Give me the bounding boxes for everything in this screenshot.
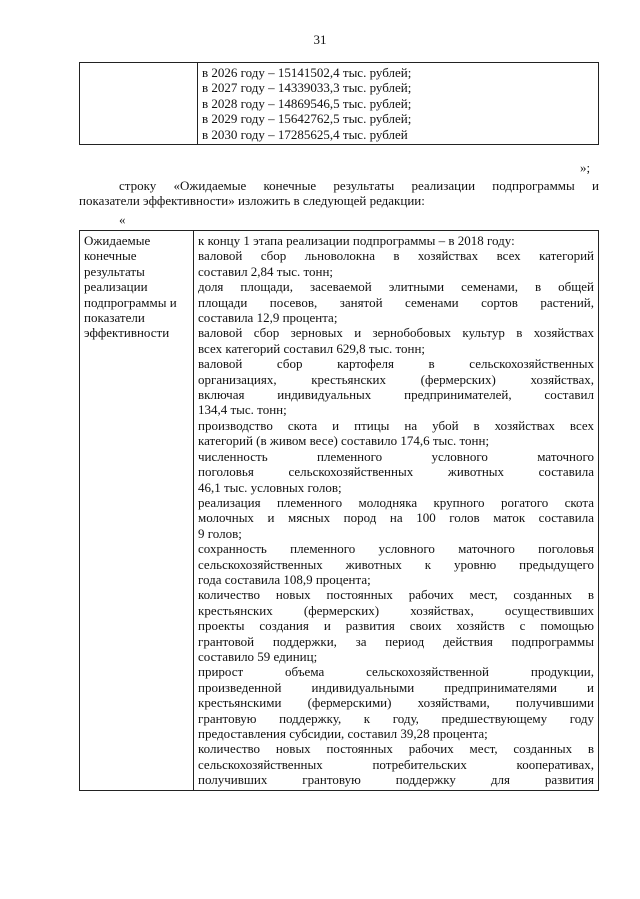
value-cell: [198, 63, 599, 145]
value-line: прирост объема сельскохозяйственной продукции,: [198, 664, 594, 680]
table-row: [80, 231, 599, 791]
value-line: производство скота и птицы на убой в хозяйствах всех: [198, 417, 594, 433]
label-line: показатели: [84, 310, 145, 326]
value-line: численность племенного условного маточного: [198, 448, 594, 464]
value-line: категорий (в живом весе) составило 174,6 тыс. тонн;: [198, 433, 490, 449]
value-line: грантовой поддержки, за период действия подпрограммы: [198, 633, 594, 649]
value-line: площади посевов, занятой семенами сортов растений,: [198, 294, 594, 310]
value-line: года составила 108,9 процента;: [198, 571, 371, 587]
value-line: реализация племенного молодняка крупного рогатого скота: [198, 494, 594, 510]
value-line: 134,4 тыс. тонн;: [198, 402, 287, 418]
label-cell: [80, 231, 194, 791]
value-line: доля площади, засеваемой элитными семенами, в общей: [198, 279, 594, 295]
results-table: [79, 230, 599, 791]
value-line: количество новых постоянных рабочих мест, созданных в: [198, 741, 594, 757]
value-line: количество новых постоянных рабочих мест, созданных в: [198, 587, 594, 603]
value-line: организациях, крестьянских (фермерских) хозяйствах,: [198, 371, 594, 387]
open-quote: «: [119, 212, 126, 227]
label-line: эффективности: [84, 325, 170, 341]
value-line: получивших грантовую поддержку для развития: [198, 772, 594, 788]
label-cell: [80, 63, 198, 145]
value-line: валовой сбор зерновых и зернобобовых культур в хозяйствах: [198, 325, 594, 341]
value-line: 46,1 тыс. условных голов;: [198, 479, 342, 495]
instruction-paragraph: [79, 178, 599, 209]
value-line: составила 12,9 процента;: [198, 310, 338, 326]
label-line: Ожидаемые: [84, 233, 151, 248]
value-line: валовой сбор льноволокна в хозяйствах всех категорий: [198, 248, 594, 264]
funding-line: в 2028 году – 14869546,5 тыс. рублей;: [202, 95, 412, 111]
value-line: поголовья сельскохозяйственных животных составила: [198, 464, 594, 480]
funding-line: в 2030 году – 17285625,4 тыс. рублей: [202, 126, 408, 142]
value-line: сохранность племенного условного маточного поголовья: [198, 541, 594, 557]
value-line: проекты создания и развития своих хозяйств с помощью: [198, 618, 594, 634]
funding-line: в 2027 году – 14339033,3 тыс. рублей;: [202, 80, 412, 96]
funding-line: в 2026 году – 15141502,4 тыс. рублей;: [202, 65, 412, 80]
funding-table: [79, 62, 599, 145]
instruction-line: показатели эффективности» изложить в следующей редакции:: [79, 193, 425, 209]
value-line: составило 59 единиц;: [198, 648, 318, 664]
label-line: результаты: [84, 263, 145, 279]
closing-quote: »;: [580, 160, 591, 175]
value-line: сельскохозяйственных животных к уровню предыдущего: [198, 556, 594, 572]
page-number: 31: [313, 32, 327, 47]
value-line: включая индивидуальных предпринимателей, составил: [198, 387, 594, 403]
funding-line: в 2029 году – 15642762,5 тыс. рублей;: [202, 111, 412, 127]
value-line: 9 голов;: [198, 525, 242, 541]
value-line: грантовую поддержку, к году, предшествующему году: [198, 710, 594, 726]
value-line: к концу 1 этапа реализации подпрограммы – в 2018 году:: [198, 233, 515, 248]
value-line: молочных и мясных пород на 100 голов маток составила: [198, 510, 594, 526]
label-line: подпрограммы и: [84, 294, 177, 310]
value-line: крестьянскими (фермерскими) хозяйствами, получившими: [198, 695, 594, 711]
instruction-line: строку «Ожидаемые конечные результаты реализации подпрограммы и: [119, 178, 599, 193]
value-line: крестьянских (фермерских) хозяйствах, осуществивших: [198, 602, 594, 618]
value-line: предоставления субсидии, составил 39,28 процента;: [198, 726, 488, 741]
value-line: всех категорий составил 629,8 тыс. тонн;: [198, 340, 426, 356]
label-line: реализации: [84, 279, 148, 295]
table-row: [80, 63, 599, 145]
value-cell: [194, 231, 599, 791]
label-line: конечные: [84, 248, 137, 264]
value-line: сельскохозяйственных потребительских кооперативах,: [198, 756, 594, 772]
value-line: валовой сбор картофеля в сельскохозяйственных: [198, 356, 594, 372]
value-line: составил 2,84 тыс. тонн;: [198, 263, 334, 279]
value-line: произведенной индивидуальными предпринимателями и: [198, 679, 594, 695]
